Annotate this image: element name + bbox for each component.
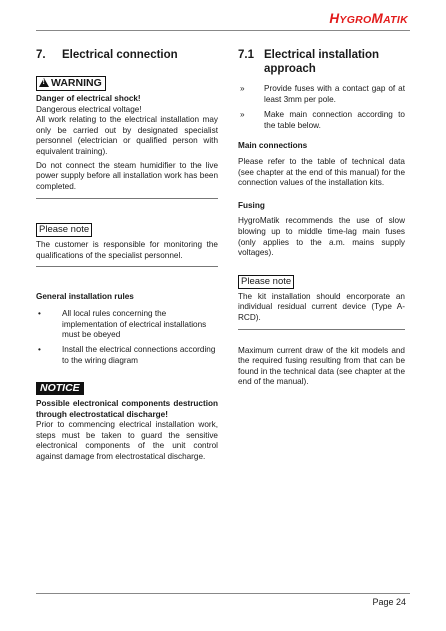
main-connections-heading: Main connections	[238, 141, 308, 151]
steps-list	[238, 84, 405, 131]
section-heading	[238, 48, 405, 76]
current-draw-text: Maximum current draw of the kit models and the required fusing resulting from that can be found in the technical data (see chapter at the end of the manual).	[238, 345, 405, 387]
hygromatik-logo: HYGROMATIK	[329, 11, 408, 26]
note-text: The customer is responsible for monitoring the qualifications of the specialist personnel.	[36, 240, 218, 260]
fusing-heading: Fusing	[238, 200, 265, 210]
notice-text: Prior to commencing electrical installation work, steps must be taken to guard the sensitive electronical components of the unit control against damage from electrostatical discharge.	[36, 420, 218, 462]
fusing-text: HygroMatik recommends the use of slow blowing up to middle time-lag main fuses (only applies to the a.m. mains supply voltages).	[238, 216, 405, 258]
list-item: » Make main connection according to the table below.	[240, 110, 405, 130]
warning-triangle-icon	[39, 78, 49, 87]
danger-subtitle: Dangerous electrical voltage!	[36, 104, 142, 114]
section-number: 7.1	[238, 49, 254, 61]
notice-title: Possible electronical components destruction through electrostatical discharge!	[36, 399, 218, 419]
please-note-box: Please note	[36, 223, 92, 237]
warning-label: WARNING	[51, 77, 102, 89]
list-item: » Provide fuses with a contact gap of at least 3mm per pole.	[240, 84, 405, 104]
right-column	[238, 48, 405, 388]
warning-label-box	[36, 76, 106, 91]
section-number: 7.	[36, 49, 46, 61]
note-text: The kit installation should encorporate an individual residual current device (Type A-RCD).	[238, 291, 405, 322]
section-heading	[36, 48, 218, 62]
list-item: • Install the electrical connections according to the wiring diagram	[38, 344, 216, 365]
list-item: • All local rules concerning the implementation of electrical installations must be obeyed	[38, 309, 207, 340]
danger-text-2: Do not connect the steam humidifier to the live power supply before all installation work has been completed.	[36, 160, 218, 191]
danger-title: Danger of electrical shock!	[36, 94, 141, 103]
rules-heading: General installation rules	[36, 291, 134, 301]
danger-text: All work relating to the electrical installation may only be carried out by designated specialist personnel (electrician or qualified person with equivalent training).	[36, 115, 218, 156]
please-note-box: Please note	[238, 275, 294, 289]
section-title: Electrical connection	[62, 49, 178, 61]
left-column	[36, 48, 218, 463]
section-title: Electrical installation approach	[264, 49, 380, 75]
notice-label: NOTICE	[36, 382, 84, 395]
header-rule	[36, 30, 410, 31]
footer-rule	[36, 593, 410, 594]
main-connections-text: Please refer to the table of technical data (see chapter at the end of this manual) for the connection values of the installation kits.	[238, 156, 405, 188]
rules-list	[36, 309, 218, 366]
page-number: Page 24	[372, 597, 406, 607]
